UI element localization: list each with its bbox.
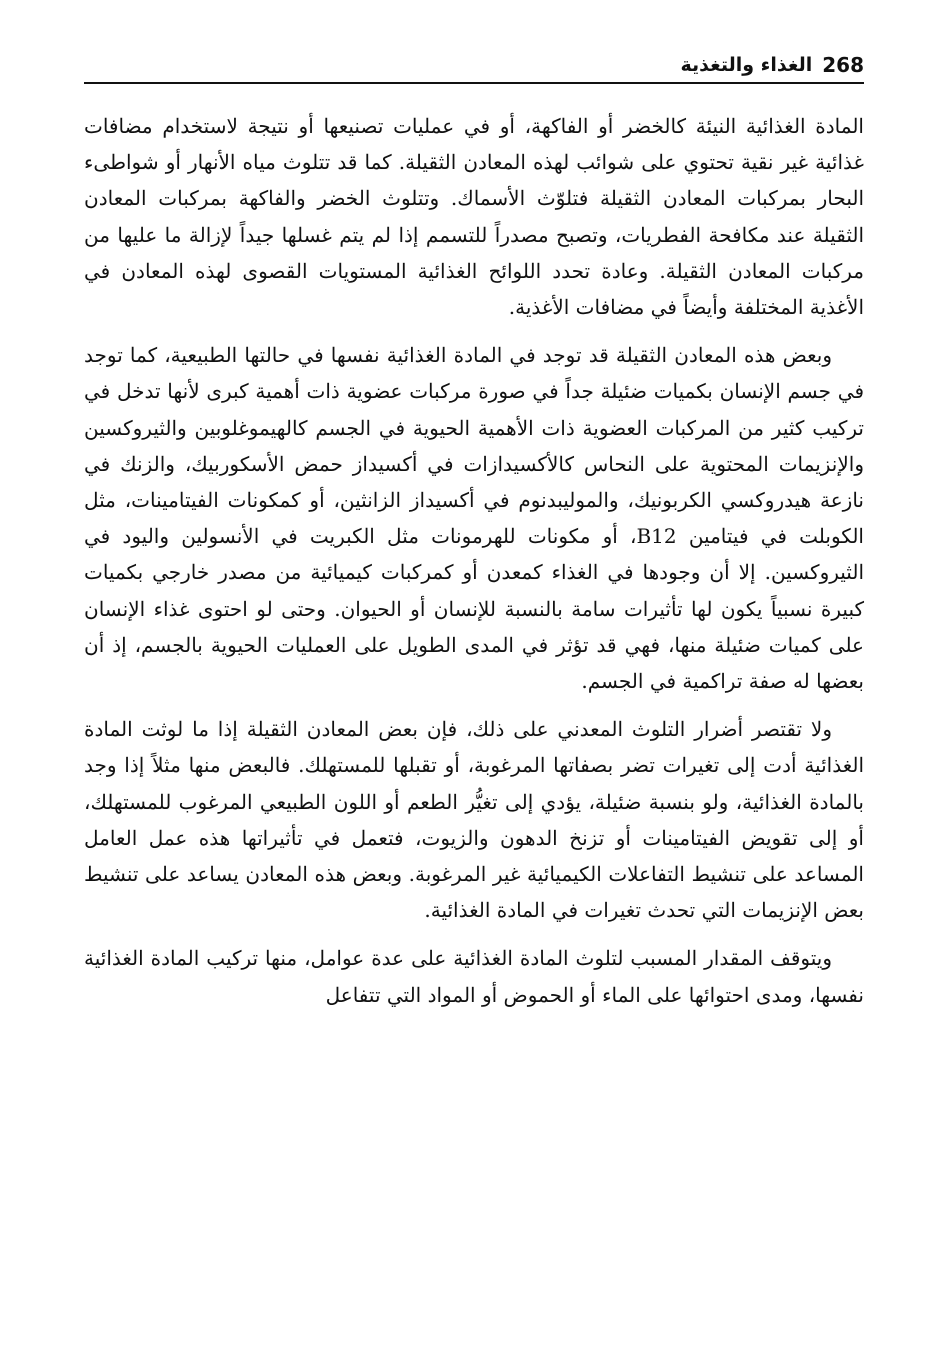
running-title: الغذاء والتغذية — [680, 54, 813, 76]
paragraph: ولا تقتصر أضرار التلوث المعدني على ذلك، فإن بعض المعادن الثقيلة إذا ما لوثت المادة الغذائية أدت إلى تغيرات تضر بصفاتها المرغوبة، أو تقبلها للمستهلك. فالبعض منها مثلاً إذا وجد بالمادة الغذائية، ولو بنسبة ضئيلة، يؤدي إلى تغيُّر الطعم أو اللون الطبيعي المرغوب للمستهلك، أو إلى تقويض الفيتامينات أو تزنخ الدهون والزيوت، فتعمل في تأثيراتها هذه عمل العامل المساعد على تنشيط التفاعلات الكيميائية غير المرغوبة. وبعض هذه المعادن يساعد على تنشيط بعض الإنزيمات التي تحدث تغيرات في المادة الغذائية. — [84, 717, 864, 923]
page-number: 268 — [822, 53, 864, 77]
running-header — [84, 44, 864, 78]
paragraph: ويتوقف المقدار المسبب لتلوث المادة الغذائية على عدة عوامل، منها تركيب المادة الغذائية نفسها، ومدى احتوائها على الماء أو الحموض أو المواد التي تتفاعل — [84, 946, 864, 1007]
paragraph-continued: المادة الغذائية النيئة كالخضر أو الفاكهة، أو في عمليات تصنيعها أو نتيجة لاستخدام مضافات غذائية غير نقية تحتوي على شوائب لهذه المعادن الثقيلة. كما قد تتلوث مياه الأنهار أو شواطىء البحار بمركبات المعادن الثقيلة فتلوّث الأسماك. وتتلوث الخضر والفاكهة بمركبات المعادن الثقيلة عند مكافحة الفطريات، وتصبح مصدراً للتسمم إذا لم يتم غسلها جيداً لإزالة ما عليها من مركبات المعادن الثقيلة. وعادة تحدد اللوائح الغذائية المستويات القصوى لهذه المعادن في الأغذية المختلفة وأيضاً في مضافات الأغذية. — [84, 114, 864, 320]
paragraph: وبعض هذه المعادن الثقيلة قد توجد في المادة الغذائية نفسها في حالتها الطبيعية، كما توجد في جسم الإنسان بكميات ضئيلة جداً في صورة مركبات عضوية ذات أهمية كبرى لأنها تدخل في تركيب كثير من المركبات العضوية ذات الأهمية الحيوية في الجسم كالهيموغلوبين والثيروكسين والإنزيمات المحتوية على النحاس كالأكسيدازات في أكسيداز حمض الأسكوربيك، والزنك في نازعة هيدروكسي الكربونيك، والموليبدنوم في أكسيداز الزانثين، أو كمكونات الفيتامينات، مثل الكوبلت في فيتامين B12، أو مكونات للهرمونات مثل الكبريت في الأنسولين واليود في الثيروكسين. إلا أن وجودها في الغذاء كمعدن أو كمركبات كيميائية من مصدر خارجي بكميات كبيرة نسبياً يكون لها تأثيرات سامة بالنسبة للإنسان أو الحيوان. وحتى لو احتوى غذاء الإنسان على كميات ضئيلة منها، فهي قد تؤثر في المدى الطويل على العمليات الحيوية بالجسم، إذ أن بعضها له صفة تراكمية في الجسم. — [84, 343, 864, 694]
header-divider — [84, 82, 864, 84]
body-text — [84, 108, 864, 1013]
